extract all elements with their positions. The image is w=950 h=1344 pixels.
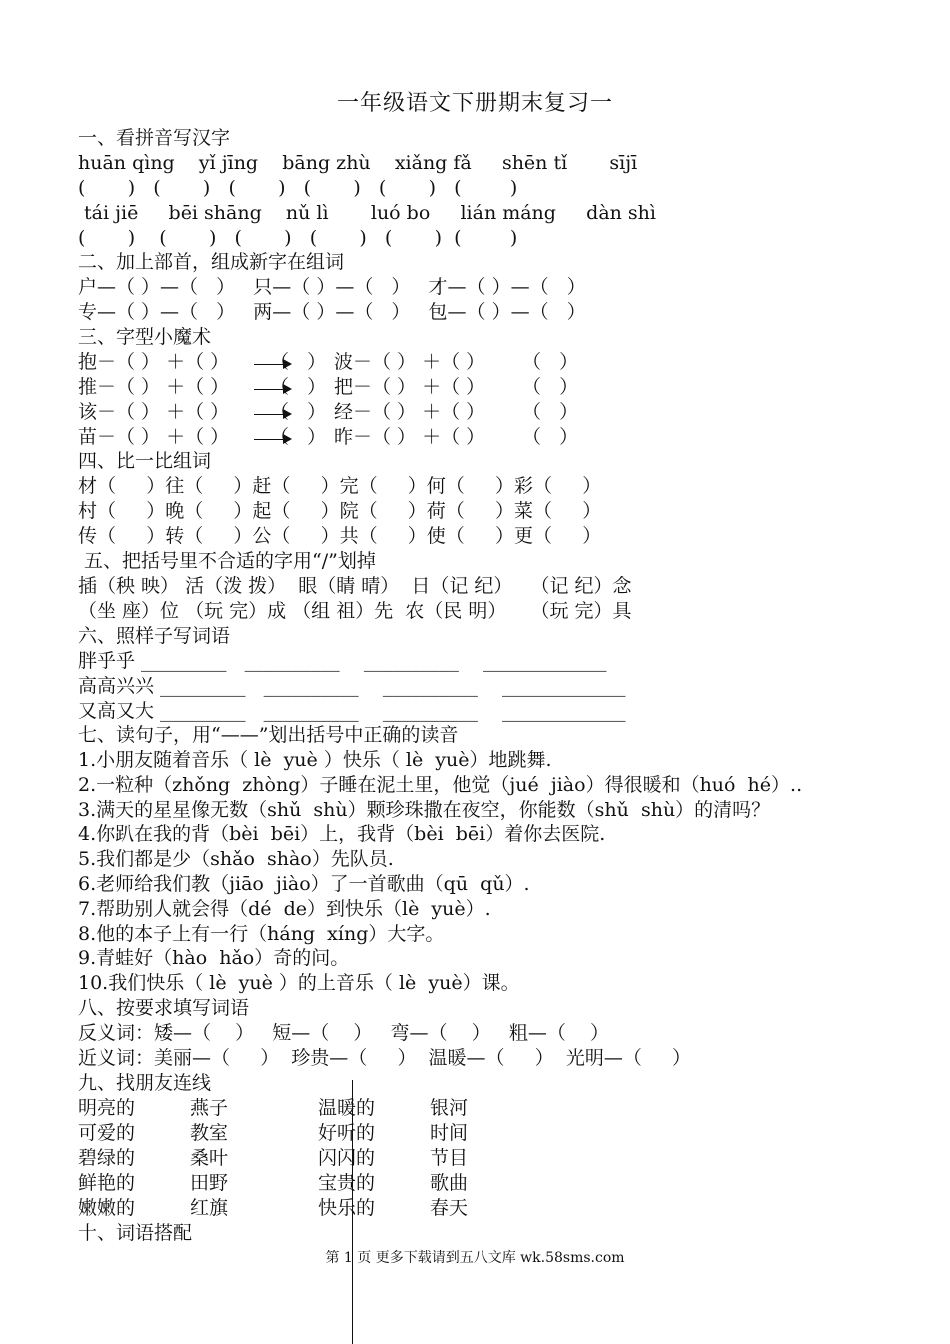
match-right-pair: 节目 bbox=[430, 1147, 469, 1169]
strike-row-1: 插（秧 映） 活（泼 拨） 眼（睛 晴） 日（记 纪） （记 纪）念 bbox=[78, 575, 632, 597]
match-left-word: 嫩嫩的 bbox=[78, 1197, 136, 1219]
match-right-word: 好听的 bbox=[318, 1122, 376, 1144]
reading-item-1: 1.小朋友随着音乐（ lè yuè ）快乐（ lè yuè）地跳舞. bbox=[78, 749, 552, 771]
magic-result-left-1: （ ） bbox=[270, 351, 327, 373]
magic-result-left-3: （ ） bbox=[270, 401, 327, 423]
match-left-pair: 田野 bbox=[190, 1172, 229, 1194]
match-left-pair: 教室 bbox=[190, 1122, 229, 1144]
section-3-heading: 三、字型小魔术 bbox=[78, 326, 212, 348]
magic-left-4: 苗－（ ） ＋（ ） bbox=[78, 426, 230, 448]
section-4-heading: 四、比一比组词 bbox=[78, 450, 212, 472]
reading-item-8: 8.他的本子上有一行（háng xíng）大字。 bbox=[78, 923, 445, 945]
match-right-pair: 歌曲 bbox=[430, 1172, 469, 1194]
reading-item-3: 3.满天的星星像无数（shǔ shù）颗珍珠撒在夜空，你能数（shǔ shù）的清吗？ bbox=[78, 799, 771, 821]
match-right-pair: 时间 bbox=[430, 1122, 469, 1144]
radical-row-2: 专—（ ）—（ ） 两—（ ）—（ ） 包—（ ）—（ ） bbox=[78, 301, 586, 323]
section-9-heading: 九、找朋友连线 bbox=[78, 1072, 212, 1094]
pattern-row-2: 高高兴兴 _________ __________ __________ _____________ bbox=[78, 675, 626, 697]
page-footer: 第 1 页 更多下载请到五八文库 wk.58sms.com bbox=[325, 1250, 625, 1266]
match-right-word: 温暖的 bbox=[318, 1097, 376, 1119]
match-left-word: 可爱的 bbox=[78, 1122, 136, 1144]
magic-result-left-4: （ ） bbox=[270, 426, 327, 448]
match-left-pair: 燕子 bbox=[190, 1097, 229, 1119]
magic-left-3: 该－（ ） ＋（ ） bbox=[78, 401, 230, 423]
compare-row-2: 村（ ）晚（ ）起（ ）院（ ）荷（ ）菜（ ） bbox=[78, 500, 602, 522]
section-6-heading: 六、照样子写词语 bbox=[78, 625, 231, 647]
compare-row-3: 传（ ）转（ ）公（ ）共（ ）使（ ）更（ ） bbox=[78, 525, 602, 547]
reading-item-7: 7.帮助别人就会得（dé de）到快乐（lè yuè）. bbox=[78, 898, 491, 920]
match-left-pair: 红旗 bbox=[190, 1197, 229, 1219]
magic-result-right-1: （ ） bbox=[522, 351, 579, 373]
magic-left-2: 推－（ ） ＋（ ） bbox=[78, 376, 230, 398]
reading-item-6: 6.老师给我们教（jiāo jiào）了一首歌曲（qū qǔ）. bbox=[78, 873, 530, 895]
magic-result-left-2: （ ） bbox=[270, 376, 327, 398]
match-right-word: 宝贵的 bbox=[318, 1172, 376, 1194]
magic-right-2: 把－（ ） ＋（ ） bbox=[334, 376, 486, 398]
pinyin-row-1: huān qìng yǐ jīng bāng zhù xiǎng fǎ shēn tǐ sījī bbox=[78, 152, 638, 174]
pinyin-blanks-1: ( ) ( ) ( ) ( ) ( ) ( ) bbox=[78, 177, 518, 199]
section-5-heading: 五、把括号里不合适的字用“/”划掉 bbox=[78, 550, 376, 572]
pattern-row-3: 又高又大 _________ __________ __________ _____________ bbox=[78, 700, 626, 722]
match-right-pair: 银河 bbox=[430, 1097, 469, 1119]
match-right-pair: 春天 bbox=[430, 1197, 469, 1219]
match-right-word: 快乐的 bbox=[318, 1197, 376, 1219]
magic-result-right-3: （ ） bbox=[522, 401, 579, 423]
match-left-word: 碧绿的 bbox=[78, 1147, 136, 1169]
match-right-word: 闪闪的 bbox=[318, 1147, 376, 1169]
strike-row-2: （坐 座）位 （玩 完）成 （组 祖）先 农（民 明） （玩 完）具 bbox=[78, 600, 632, 622]
section-1-heading: 一、看拼音写汉字 bbox=[78, 127, 231, 149]
pinyin-blanks-2: ( ) ( ) ( ) ( ) ( ) ( ) bbox=[78, 227, 518, 249]
compare-row-1: 材（ ）往（ ）赶（ ）完（ ）何（ ）彩（ ） bbox=[78, 475, 602, 497]
section-10-heading: 十、词语搭配 bbox=[78, 1222, 193, 1244]
synonym-row: 近义词：美丽—（ ） 珍贵—（ ） 温暖—（ ） 光明—（ ） bbox=[78, 1047, 692, 1069]
reading-item-2: 2.一粒种（zhǒng zhòng）子睡在泥土里，他觉（jué jiào）得很暖和（huó hé）.. bbox=[78, 774, 803, 796]
magic-result-right-2: （ ） bbox=[522, 376, 579, 398]
magic-right-4: 昨－（ ） ＋（ ） bbox=[334, 426, 486, 448]
reading-item-9: 9.青蛙好（hào hǎo）奇的问。 bbox=[78, 947, 350, 969]
pinyin-row-2: tái jiē bēi shāng nǔ lì luó bo lián máng dàn shì bbox=[78, 202, 656, 224]
reading-item-4: 4.你趴在我的背（bèi bēi）上，我背（bèi bēi）着你去医院. bbox=[78, 823, 606, 845]
section-8-heading: 八、按要求填写词语 bbox=[78, 997, 250, 1019]
reading-item-10: 10.我们快乐（ lè yuè ）的上音乐（ lè yuè）课。 bbox=[78, 972, 520, 994]
radical-row-1: 户—（ ）—（ ） 只—（ ）—（ ） 才—（ ）—（ ） bbox=[78, 276, 586, 298]
section-7-heading: 七、读句子，用“——”划出括号中正确的读音 bbox=[78, 724, 459, 746]
match-left-word: 鲜艳的 bbox=[78, 1172, 136, 1194]
magic-right-1: 波－（ ） ＋（ ） bbox=[334, 351, 486, 373]
page-title: 一年级语文下册期末复习一 bbox=[336, 91, 613, 116]
magic-result-right-4: （ ） bbox=[522, 426, 579, 448]
antonym-row: 反义词：矮—（ ） 短—（ ） 弯—（ ） 粗—（ ） bbox=[78, 1022, 609, 1044]
pattern-row-1: 胖乎乎 _________ __________ __________ _____________ bbox=[78, 650, 607, 672]
match-left-pair: 桑叶 bbox=[190, 1147, 229, 1169]
match-left-word: 明亮的 bbox=[78, 1097, 136, 1119]
magic-right-3: 经－（ ） ＋（ ） bbox=[334, 401, 486, 423]
reading-item-5: 5.我们都是少（shǎo shào）先队员. bbox=[78, 848, 394, 870]
section-2-heading: 二、加上部首，组成新字在组词 bbox=[78, 251, 345, 273]
magic-left-1: 抱－（ ） ＋（ ） bbox=[78, 351, 230, 373]
divider-line bbox=[352, 1080, 353, 1344]
